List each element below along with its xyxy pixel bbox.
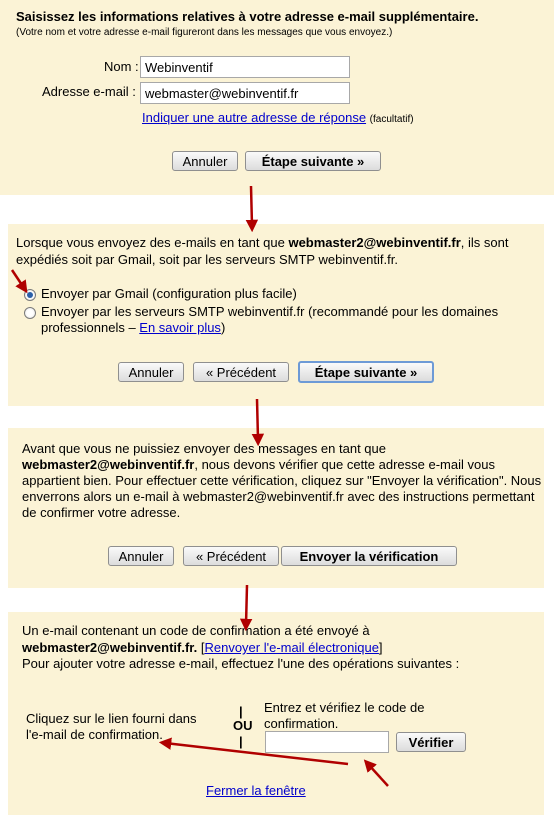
step3-email: webmaster2@webinventif.fr: [22, 457, 195, 472]
step2-next-button[interactable]: Étape suivante »: [298, 361, 434, 383]
step1-title: Saisissez les informations relatives à votre adresse e-mail supplémentaire.: [16, 9, 479, 24]
arrow-to-code-field: [368, 764, 388, 786]
resend-bracket-open: [: [197, 640, 205, 655]
resend-bracket-close: ]: [378, 640, 383, 655]
arrow-gmail-option: [12, 270, 24, 288]
name-label: Nom :: [104, 59, 139, 74]
reply-address-link[interactable]: Indiquer une autre adresse de réponse: [142, 110, 367, 125]
code-instruction-line2: confirmation.: [264, 716, 339, 731]
learn-more-link[interactable]: En savoir plus: [139, 320, 221, 335]
code-instruction-line1: Entrez et vérifiez le code de: [264, 700, 425, 715]
step3-previous-button[interactable]: « Précédent: [183, 546, 279, 566]
step2-cancel-button[interactable]: Annuler: [118, 362, 184, 382]
step3-cancel-button[interactable]: Annuler: [108, 546, 174, 566]
close-window-link[interactable]: Fermer la fenêtre: [206, 783, 306, 798]
step3-line4: enverrons alors un e-mail à webmaster2@webinventif.fr avec des instructions permettant: [22, 489, 535, 504]
or-divider-label: OU: [233, 718, 253, 733]
step4-line1: Un e-mail contenant un code de confirmation a été envoyé à: [22, 623, 370, 638]
email-label: Adresse e-mail :: [42, 84, 136, 99]
step3-line1: Avant que vous ne puissiez envoyer des messages en tant que: [22, 441, 386, 456]
radio-gmail-label: Envoyer par Gmail (configuration plus facile): [41, 286, 297, 301]
left-option-line2: l'e-mail de confirmation.: [26, 727, 163, 742]
step2-intro-text-end: , ils sont: [460, 235, 509, 250]
resend-email-link[interactable]: Renvoyer l'e-mail électronique: [204, 640, 379, 655]
step4-email: webmaster2@webinventif.fr.: [22, 640, 198, 655]
step2-previous-button[interactable]: « Précédent: [193, 362, 289, 382]
or-divider-top: |: [239, 704, 243, 719]
step1-next-button[interactable]: Étape suivante »: [245, 151, 381, 171]
arrow-step1-to-step2: [251, 186, 252, 226]
arrow-step3-to-step4: [246, 585, 247, 625]
step4-line3: Pour ajouter votre adresse e-mail, effectuez l'une des opérations suivantes :: [22, 656, 460, 671]
step2-intro-text: Lorsque vous envoyez des e-mails en tant que: [16, 235, 289, 250]
arrow-step2-to-step3: [257, 399, 258, 440]
radio-smtp-label: Envoyer par les serveurs SMTP webinventif.fr (recommandé pour les domaines: [41, 304, 499, 319]
radio-smtp-label-line2-text: professionnels –: [41, 320, 140, 335]
step3-line5: de confirmer votre adresse.: [22, 505, 181, 520]
step3-line3: appartient bien. Pour effectuer cette vérification, cliquez sur "Envoyer la vérification". Nous: [22, 473, 542, 488]
arrow-to-confirmation-link: [165, 743, 348, 764]
radio-smtp-label-close: ): [220, 320, 226, 335]
left-option-line1: Cliquez sur le lien fourni dans: [26, 711, 197, 726]
step3-line2-text: , nous devons vérifier que cette adresse e-mail vous: [194, 457, 495, 472]
step1-cancel-button[interactable]: Annuler: [172, 151, 238, 171]
optional-note: (facultatif): [369, 114, 414, 125]
verify-button[interactable]: Vérifier: [396, 732, 466, 752]
or-divider-bottom: |: [239, 734, 243, 749]
step2-intro-email: webmaster2@webinventif.fr: [288, 235, 461, 250]
step2-intro-line2: expédiés soit par Gmail, soit par les serveurs SMTP webinventif.fr.: [16, 252, 398, 267]
step1-subtitle: (Votre nom et votre adresse e-mail figureront dans les messages que vous envoyez.): [16, 27, 393, 38]
send-verification-button[interactable]: Envoyer la vérification: [281, 546, 457, 566]
